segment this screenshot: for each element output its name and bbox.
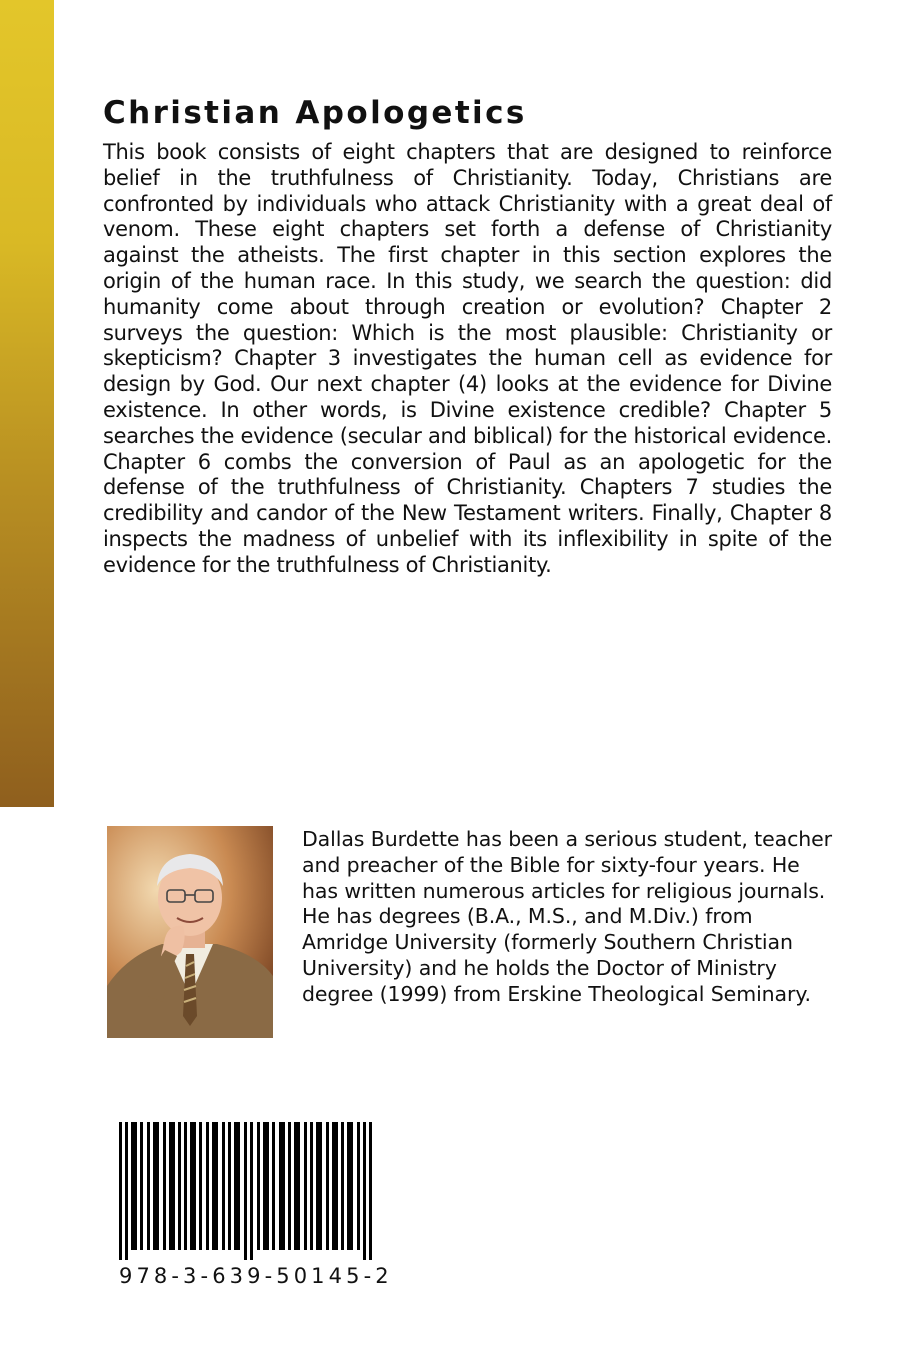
book-title: Christian Apologetics [103, 95, 527, 131]
author-photo [107, 826, 273, 1038]
barcode [117, 1122, 379, 1260]
barcode-area [107, 1112, 393, 1297]
author-bio: Dallas Burdette has been a serious student, teacher and preacher of the Bible for sixty-four years. He has written numerous articles for religious journals. He has degrees (B.A., M.S., and M.Div.) from Amridge University (formerly Southern Christian University) and he holds the Doctor of Ministry degree (1999) from Erskine Theological Seminary. [302, 827, 832, 1006]
author-portrait-icon [107, 826, 273, 1038]
book-description: This book consists of eight chapters that are designed to reinforce belief in the truthfulness of Christianity. Today, Christians are confronted by individuals who attack Christianity with a great deal of venom. These eight chapters set forth a defense of Christianity against the atheists. The first chapter in this section explores the origin of the human race. In this study, we search the question: did humanity come about through creation or evolution? Chapter 2 surveys the question: Which is the most plausible: Christianity or skepticism? Chapter 3 investigates the human cell as evidence for design by God. Our next chapter (4) looks at the evidence for Divine existence. In other words, is Divine existence credible? Chapter 5 searches the evidence (secular and biblical) for the historical evidence. Chapter 6 combs the conversion of Paul as an apologetic for the defense of the truthfulness of Christianity. Chapters 7 studies the credibility and candor of the New Testament writers. Finally, Chapter 8 inspects the madness of unbelief with its inflexibility in spite of the evidence for the truthfulness of Christianity. [103, 140, 832, 577]
barcode-icon [117, 1122, 379, 1260]
decorative-side-band [0, 0, 54, 807]
isbn-number: 978-3-639-50145-2 [119, 1264, 393, 1288]
